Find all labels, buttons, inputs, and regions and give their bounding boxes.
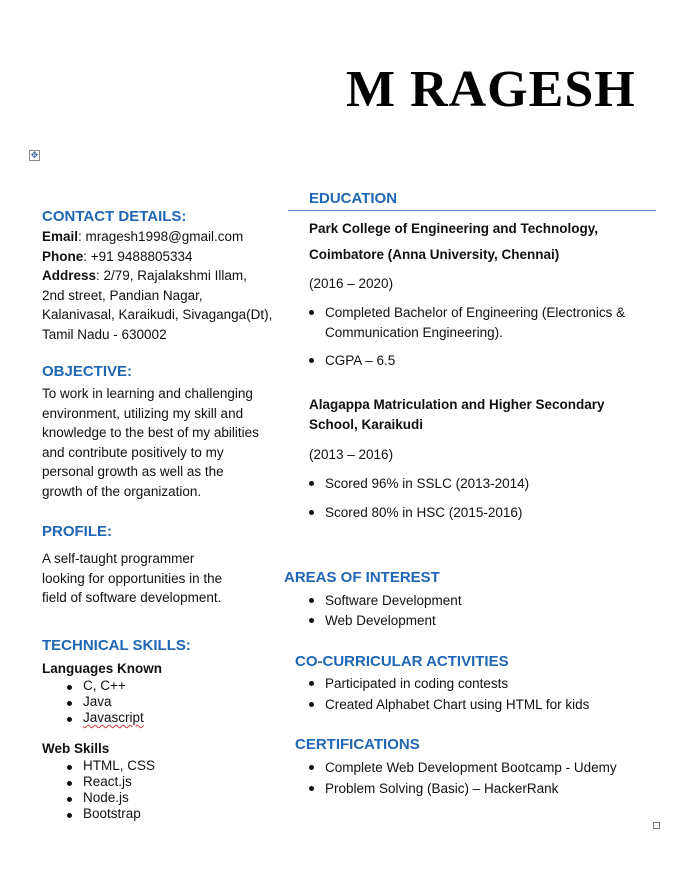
college-name [309, 216, 598, 268]
college-list [309, 303, 659, 371]
phone-label: Phone [42, 248, 84, 264]
languages-list [67, 678, 144, 726]
school-years: (2013 – 2016) [309, 447, 394, 462]
list-item: Javascript [67, 710, 144, 726]
list-item: Created Alphabet Chart using HTML for kids [309, 695, 589, 716]
objective-line: knowledge to the best of my abilities [42, 425, 259, 440]
education-heading: EDUCATION [309, 190, 398, 207]
list-item: Java [67, 694, 144, 710]
list-item: Software Development [309, 591, 462, 611]
list-item: Complete Web Development Bootcamp - Udemy [309, 758, 617, 779]
profile-line: field of software development. [42, 590, 222, 605]
contact-details [42, 227, 292, 344]
profile-text [42, 549, 292, 608]
objective-line: personal growth as well as the [42, 464, 224, 479]
certifications-list [309, 758, 617, 799]
objective-line: To work in learning and challenging [42, 386, 253, 401]
objective-line: growth of the organization. [42, 483, 202, 499]
address-label: Address [42, 268, 97, 283]
table-resize-handle[interactable] [653, 822, 660, 829]
cocurricular-heading: CO-CURRICULAR ACTIVITIES [295, 653, 509, 670]
candidate-name: M RAGESH [346, 61, 636, 118]
skills-heading: TECHNICAL SKILLS: [42, 637, 191, 654]
list-item: Completed Bachelor of Engineering (Electronics & Communication Engineering). [309, 303, 659, 342]
address-line: : 2/79, Rajalakshmi Illam, [96, 268, 247, 283]
languages-title: Languages Known [42, 661, 163, 676]
school-list [309, 474, 659, 522]
phone-value: : +91 9488805334 [83, 248, 193, 264]
table-move-handle-icon[interactable]: ✥ [30, 150, 39, 160]
email-value: : mragesh1998@gmail.com [78, 229, 244, 244]
list-item: Bootstrap [67, 806, 155, 822]
school-line: Alagappa Matriculation and Higher Secondary [309, 397, 605, 412]
school-name [309, 395, 605, 435]
address-line: Kalanivasal, Karaikudi, Sivaganga(Dt), [42, 307, 273, 322]
objective-line: environment, utilizing my skill and [42, 405, 244, 421]
list-item: CGPA – 6.5 [309, 351, 659, 371]
contact-heading: CONTACT DETAILS: [42, 208, 187, 225]
web-skills-list [67, 758, 155, 822]
list-item: Scored 96% in SSLC (2013-2014) [309, 474, 659, 494]
email-label: Email [42, 229, 79, 244]
list-item: Scored 80% in HSC (2015-2016) [309, 503, 659, 523]
web-skills-title: Web Skills [42, 741, 110, 756]
list-item: Problem Solving (Basic) – HackerRank [309, 779, 617, 800]
list-item: Participated in coding contests [309, 674, 589, 695]
interests-list [309, 591, 462, 631]
profile-heading: PROFILE: [42, 523, 112, 540]
objective-heading: OBJECTIVE: [42, 363, 133, 380]
profile-line: A self-taught programmer [42, 551, 195, 566]
college-line: Coimbatore (Anna University, Chennai) [309, 247, 560, 262]
objective-line: and contribute positively to my [42, 444, 224, 460]
objective-text [42, 384, 292, 501]
profile-line: looking for opportunities in the [42, 570, 223, 586]
list-item: React.js [67, 774, 155, 790]
list-item: HTML, CSS [67, 758, 155, 774]
address-line: Tamil Nadu - 630002 [42, 326, 167, 342]
college-line: Park College of Engineering and Technology, [309, 221, 599, 236]
college-years: (2016 – 2020) [309, 276, 394, 291]
certifications-heading: CERTIFICATIONS [295, 736, 420, 753]
cocurricular-list [309, 674, 589, 715]
interests-heading: AREAS OF INTEREST [284, 569, 440, 586]
list-item: Web Development [309, 611, 462, 631]
list-item: C, C++ [67, 678, 144, 694]
school-line: School, Karaikudi [309, 417, 424, 432]
list-item: Node.js [67, 790, 155, 806]
education-divider [288, 210, 656, 211]
address-line: 2nd street, Pandian Nagar, [42, 287, 203, 303]
